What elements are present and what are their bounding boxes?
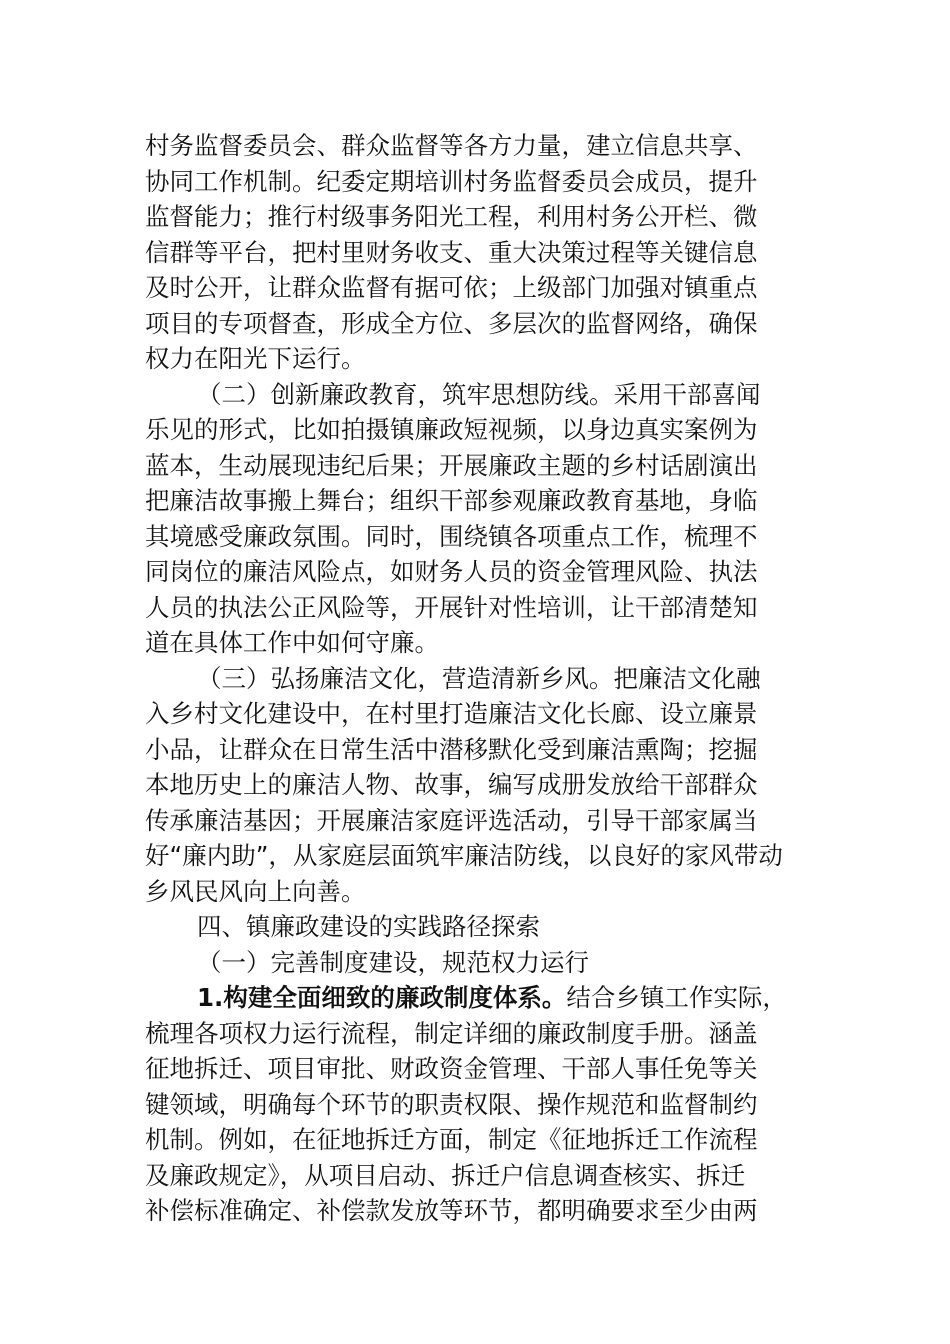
paragraph-supervision (145, 128, 825, 377)
text-line: 协同工作机制。纪委定期培训村务监督委员会成员，提升 (145, 166, 758, 196)
paragraph-culture (145, 661, 825, 910)
text-line: 机制。例如，在征地拆迁方面，制定《征地拆迁工作流程 (145, 1125, 758, 1154)
text-line: 其境感受廉政氛围。同时，围绕镇各项重点工作，梳理不 (145, 521, 758, 551)
text-line: 信群等平台，把村里财务收支、重大决策过程等关键信息 (145, 237, 758, 267)
document-body (145, 128, 825, 1229)
section-heading: 四、镇廉政建设的实践路径探索 (197, 912, 540, 941)
paragraph-system-building (145, 980, 825, 1229)
text-line: 蓝本，生动展现违纪后果；开展廉政主题的乡村话剧演出 (145, 450, 758, 480)
text-line (145, 980, 825, 1016)
paragraph-education (145, 377, 825, 661)
text-line: （二）创新廉政教育，筑牢思想防线。采用干部喜闻 (197, 379, 761, 409)
text-line: 村务监督委员会、群众监督等各方力量，建立信息共享、 (145, 131, 758, 160)
text-line: 同岗位的廉洁风险点，如财务人员的资金管理风险、执法 (145, 557, 758, 586)
text-line: 项目的专项督查，形成全方位、多层次的监督网络，确保 (145, 308, 758, 338)
text-line: 乐见的形式，比如拍摄镇廉政短视频，以身边真实案例为 (145, 415, 758, 444)
text-line: 权力在阳光下运行。 (145, 344, 366, 373)
text-line: 监督能力；推行村级事务阳光工程，利用村务公开栏、微 (145, 202, 758, 231)
text-line: 梳理各项权力运行流程，制定详细的廉政制度手册。涵盖 (145, 1018, 758, 1048)
text-line: 乡风民风向上向善。 (145, 876, 366, 906)
subsection-heading: （一）完善制度建设，规范权力运行 (197, 947, 589, 977)
text-line: 本地历史上的廉洁人物、故事，编写成册发放给干部群众 (145, 770, 758, 799)
text-line: 入乡村文化建设中，在村里打造廉洁文化长廊、设立廉景 (145, 699, 758, 728)
text-line: 补偿标准确定、补偿款发放等环节，都明确要求至少由两 (145, 1196, 758, 1225)
text-line: 传承廉洁基因；开展廉洁家庭评选活动，引导干部家属当 (145, 805, 758, 835)
text-line-rest: 结合乡镇工作实际， (566, 983, 787, 1012)
text-line: 人员的执法公正风险等，开展针对性培训，让干部清楚知 (145, 592, 758, 622)
text-line: 键领域，明确每个环节的职责权限、操作规范和监督制约 (145, 1089, 758, 1119)
text-line: 征地拆迁、项目审批、财政资金管理、干部人事任免等关 (145, 1054, 758, 1083)
text-line: 小品，让群众在日常生活中潜移默化受到廉洁熏陶；挖掘 (145, 734, 758, 764)
text-line: 把廉洁故事搬上舞台；组织干部参观廉政教育基地，身临 (145, 486, 758, 515)
text-line: （三）弘扬廉洁文化，营造清新乡风。把廉洁文化融 (197, 663, 761, 693)
text-line: 及廉政规定》，从项目启动、拆迁户信息调查核实、拆迁 (145, 1160, 746, 1190)
bold-lead-title: 1.构建全面细致的廉政制度体系。 (197, 983, 567, 1012)
text-line: 道在具体工作中如何守廉。 (145, 628, 439, 657)
text-line: 及时公开，让群众监督有据可依；上级部门加强对镇重点 (145, 273, 758, 302)
text-line: 好“廉内助”，从家庭层面筑牢廉洁防线，以良好的家风带动 (145, 841, 783, 870)
